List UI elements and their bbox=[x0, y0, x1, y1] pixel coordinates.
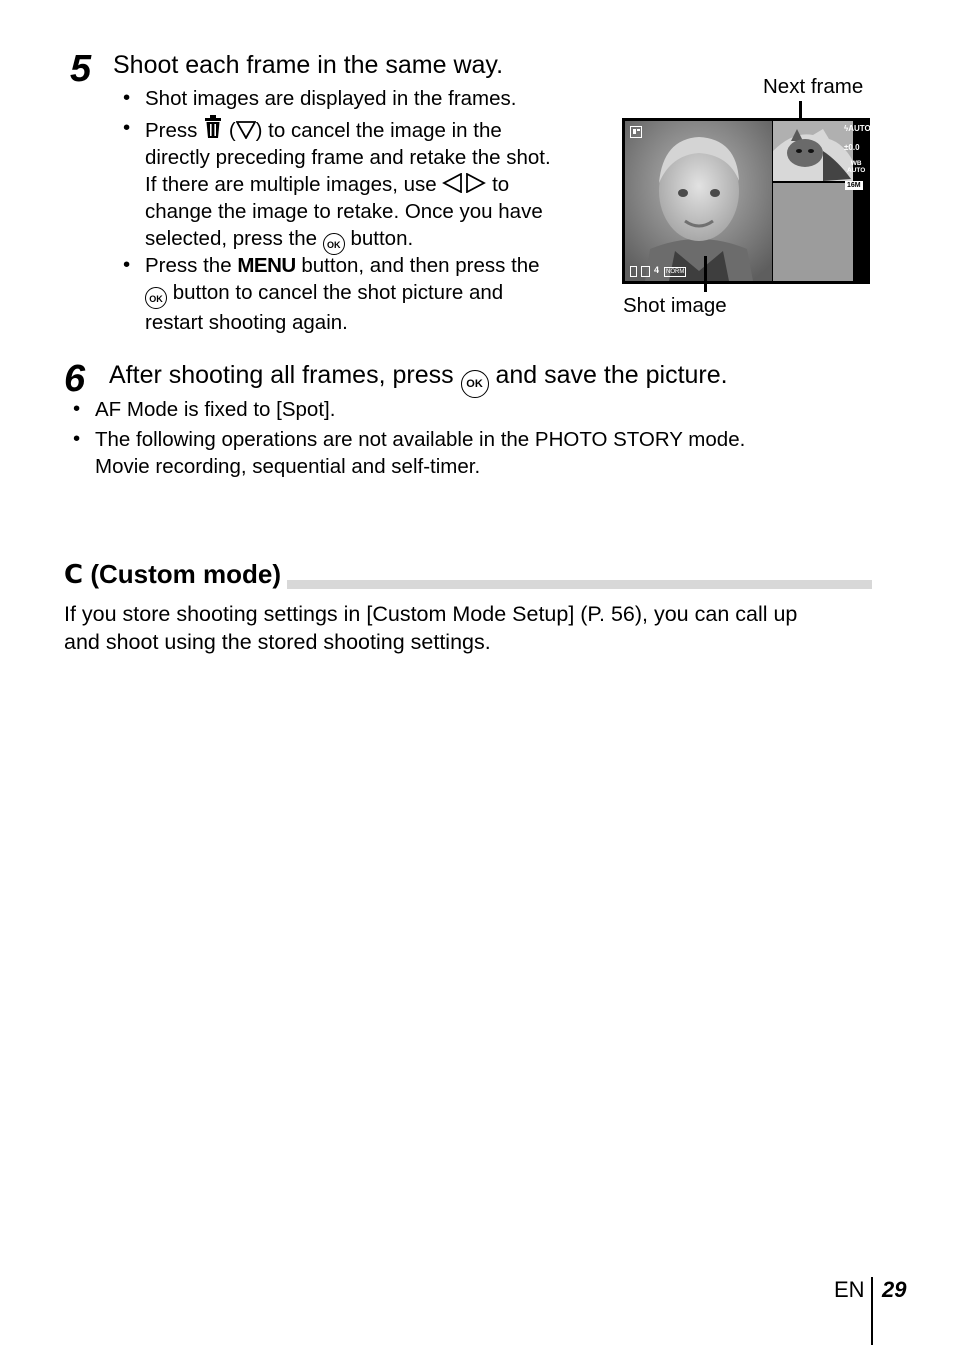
arrow-left-right-icon bbox=[442, 173, 486, 193]
ok-button-icon: OK bbox=[145, 287, 167, 309]
bullet-text: AF Mode is fixed to [Spot]. bbox=[95, 398, 336, 421]
bullet-dot: • bbox=[123, 86, 131, 109]
text-line: If you store shooting settings in [Custom Mode Setup] (P. 56), you can call up bbox=[64, 602, 798, 626]
callout-line bbox=[704, 256, 707, 292]
bullet-dot: • bbox=[123, 253, 131, 276]
text-cancel-shot: button to cancel the shot picture and bbox=[172, 281, 504, 304]
step-number: 5 bbox=[70, 48, 92, 90]
bullet-dot: • bbox=[123, 116, 131, 139]
image-size-indicator: 16M bbox=[847, 182, 861, 189]
next-frame-preview bbox=[773, 121, 853, 181]
step-heading bbox=[109, 360, 728, 398]
battery-icon bbox=[630, 266, 637, 277]
ok-button-icon: OK bbox=[323, 233, 345, 255]
white-balance-indicator: WB AUTO bbox=[847, 160, 866, 174]
heading-part-a: After shooting all frames, press bbox=[109, 361, 454, 389]
step-number: 6 bbox=[64, 358, 86, 400]
text-line: The following operations are not available in the PHOTO STORY mode. bbox=[95, 428, 746, 451]
text-line: directly preceding frame and retake the shot. bbox=[145, 146, 551, 169]
bullet-text-restrictions bbox=[95, 426, 745, 480]
shot-image-frame bbox=[625, 121, 772, 281]
text-cancel: ) to cancel the image in the bbox=[255, 119, 502, 142]
trash-icon bbox=[203, 115, 223, 139]
child-photo-image bbox=[625, 121, 772, 281]
text-button-then: button, and then press the bbox=[301, 254, 540, 277]
cat-photo-image bbox=[773, 121, 853, 181]
label-shot-image: Shot image bbox=[623, 294, 727, 317]
bullet-text: Shot images are displayed in the frames. bbox=[145, 87, 517, 110]
text-button: button. bbox=[350, 227, 414, 250]
custom-mode-paragraph bbox=[64, 600, 797, 656]
text-line: change the image to retake. Once you have bbox=[145, 200, 543, 223]
quality-indicator: NORM bbox=[666, 269, 685, 275]
menu-button-label: MENU bbox=[237, 254, 296, 277]
exposure-indicator: ±0.0 bbox=[844, 143, 860, 152]
text-line: restart shooting again. bbox=[145, 311, 348, 334]
text-paren: ( bbox=[228, 119, 236, 142]
text-line: and shoot using the stored shooting settings. bbox=[64, 630, 491, 654]
footer-divider bbox=[871, 1277, 873, 1345]
section-title-text: (Custom mode) bbox=[90, 559, 281, 589]
bullet-dot: • bbox=[73, 397, 81, 420]
section-title bbox=[64, 559, 287, 590]
text-use: If there are multiple images, use bbox=[145, 173, 437, 196]
bullet-text-erase bbox=[145, 115, 600, 255]
text-to: to bbox=[492, 173, 510, 196]
text-press: Press bbox=[145, 119, 198, 142]
text-press-the: Press the bbox=[145, 254, 232, 277]
bullet-text-menu bbox=[145, 252, 600, 336]
text-selected: selected, press the bbox=[145, 227, 318, 250]
custom-mode-icon: C bbox=[64, 560, 84, 590]
label-next-frame: Next frame bbox=[763, 75, 864, 98]
heading-part-b: and save the picture. bbox=[495, 361, 728, 389]
bullet-dot: • bbox=[73, 427, 81, 450]
triangle-down-icon bbox=[236, 121, 256, 139]
flash-icon: ϟ bbox=[844, 124, 849, 133]
memory-card-icon bbox=[641, 266, 650, 277]
camera-lcd-screen bbox=[622, 118, 870, 284]
shots-remaining: 4 bbox=[654, 265, 660, 275]
text-line: Movie recording, sequential and self-timer. bbox=[95, 455, 481, 478]
photo-story-mode-icon bbox=[630, 126, 642, 138]
language-label: EN bbox=[834, 1277, 865, 1302]
empty-frame bbox=[773, 183, 853, 281]
ok-button-icon: OK bbox=[461, 370, 489, 398]
step-heading: Shoot each frame in the same way. bbox=[113, 51, 504, 79]
flash-auto-indicator: ϟAUTO bbox=[844, 124, 871, 133]
page-number: 29 bbox=[882, 1277, 907, 1302]
